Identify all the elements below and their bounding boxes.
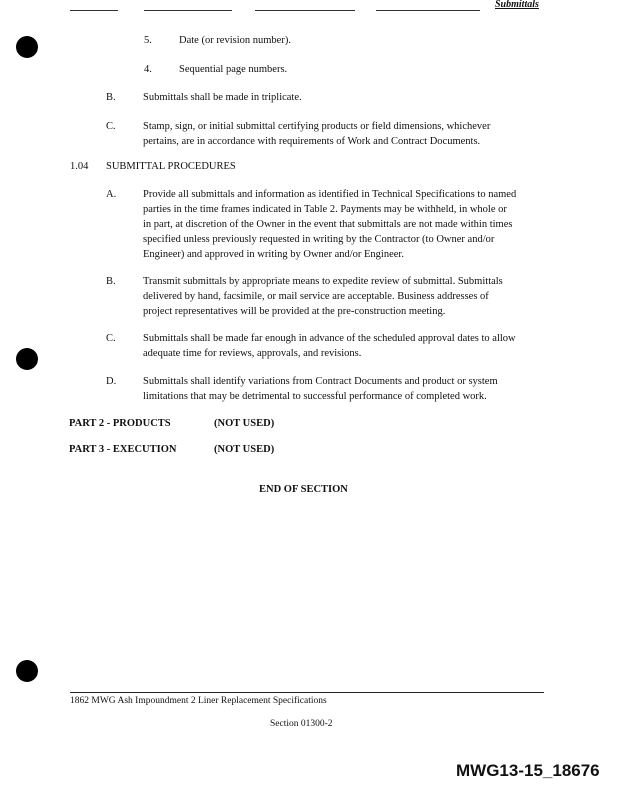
procedure-c-marker: C. [106,333,116,344]
text-line: Submittals shall be made far enough in advance of the scheduled approval dates to allow [143,333,516,344]
item-c-text [143,119,490,149]
section-number: 1.04 [70,161,89,172]
text-line: delivered by hand, facsimile, or mail service are acceptable. Business addresses of [143,291,489,302]
text-line: limitations that may be detrimental to successful performance of completed work. [143,391,487,402]
header-section-title: Submittals [495,0,539,10]
item-b-text: Submittals shall be made in triplicate. [143,92,302,103]
text-line: pertains, are in accordance with requirements of Work and Contract Documents. [143,136,481,147]
binder-hole-top [16,36,38,58]
item-b-marker: B. [106,92,116,103]
part-2-label: PART 2 - PRODUCTS [69,418,171,429]
footer-section-number: Section 01300-2 [270,719,333,729]
binder-hole-middle [16,348,38,370]
header-rule-1 [70,10,118,11]
procedure-d-text [143,374,498,404]
item-4-text: Sequential page numbers. [179,64,288,75]
procedure-d-marker: D. [106,376,117,387]
procedure-c-text [143,331,516,361]
text-line: project representatives will be provided at the pre-construction meeting. [143,306,446,317]
header-rule-2 [144,10,232,11]
header-rule-3 [255,10,355,11]
section-title: SUBMITTAL PROCEDURES [106,161,236,172]
item-5-text: Date (or revision number). [179,35,291,46]
text-line: specified unless previously requested in writing by the Contractor (to Owner and/or [143,234,495,245]
footer-rule [70,692,544,693]
procedure-b-marker: B. [106,276,116,287]
item-5-marker: 5. [144,35,152,46]
part-2-status: (NOT USED) [214,418,275,429]
text-line: Engineer) and approved in writing by Owner and/or Engineer. [143,249,404,260]
item-4-marker: 4. [144,64,152,75]
part-3-status: (NOT USED) [214,444,275,455]
part-3-label: PART 3 - EXECUTION [69,444,177,455]
text-line: parties in the time frames indicated in Table 2. Payments may be withheld, in whole or [143,204,507,215]
text-line: Stamp, sign, or initial submittal certifying products or field dimensions, whichever [143,121,491,132]
footer-document-title: 1862 MWG Ash Impoundment 2 Liner Replacement Specifications [70,696,327,706]
item-c-marker: C. [106,121,116,132]
procedure-b-text [143,274,503,319]
text-line: Provide all submittals and information as identified in Technical Specifications to named [143,189,517,200]
text-line: Transmit submittals by appropriate means to expedite review of submittal. Submittals [143,276,503,287]
text-line: adequate time for reviews, approvals, and revisions. [143,348,362,359]
bates-stamp: MWG13-15_18676 [456,761,600,780]
end-of-section: END OF SECTION [259,484,348,495]
header-rule-4 [376,10,480,11]
procedure-a-text [143,187,516,262]
binder-hole-bottom [16,660,38,682]
text-line: Submittals shall identify variations from Contract Documents and product or system [143,376,498,387]
text-line: in part, at discretion of the Owner in the event that submittals are not made within times [143,219,513,230]
procedure-a-marker: A. [106,189,117,200]
